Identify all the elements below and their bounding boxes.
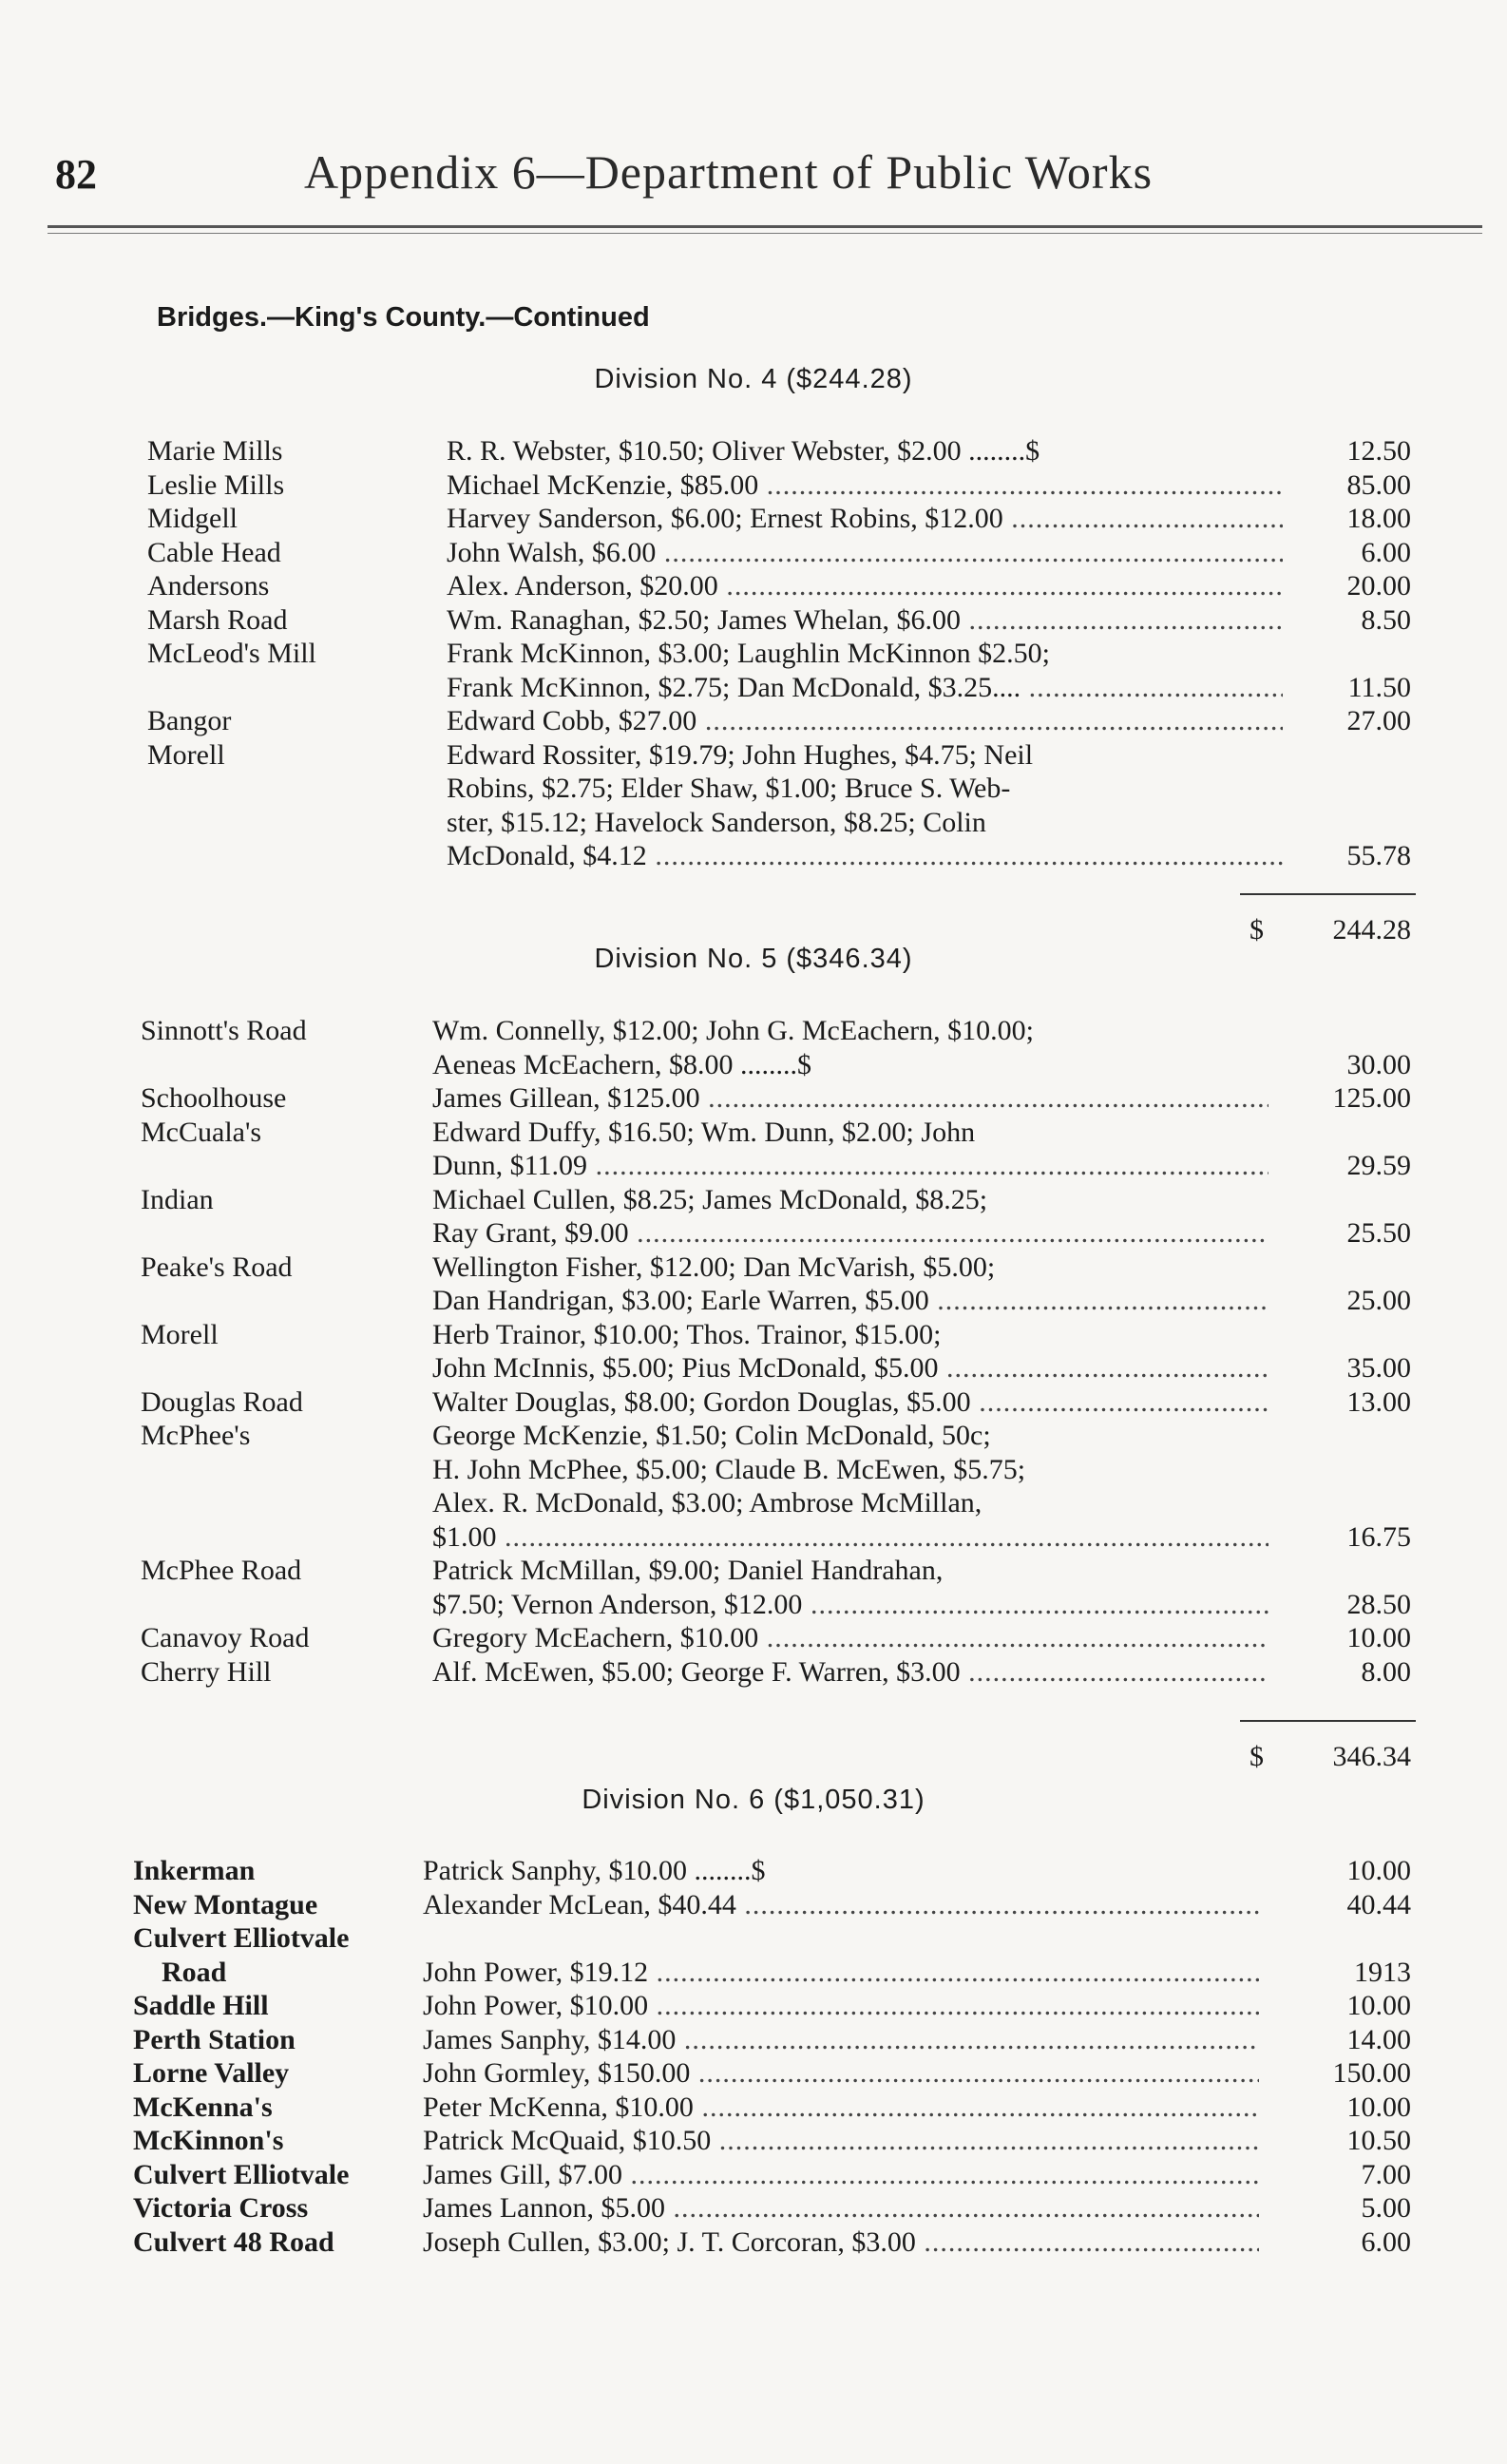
amount-value: 25.50 — [1346, 1217, 1411, 1249]
amount-value: 35.00 — [1346, 1352, 1411, 1384]
payee-line: Joseph Cullen, $3.00; J. T. Corcoran, $3.00 ..... — [423, 2226, 1259, 2259]
place-name: Indian — [141, 1183, 214, 1215]
place-name: Peake's Road — [141, 1251, 293, 1283]
amount-value: 7.00 — [1361, 2158, 1411, 2190]
amount-value: 10.00 — [1346, 1622, 1411, 1653]
amount-value: 11.50 — [1347, 671, 1411, 703]
payee-line: Patrick McMillan, $9.00; Daniel Handrahan, — [432, 1555, 944, 1586]
payee-line: Herb Trainor, $10.00; Thos. Trainor, $15.00; — [432, 1318, 942, 1350]
payee-line: James Lannon, $5.00 ..... — [423, 2192, 1259, 2225]
payee-line: James Gill, $7.00 ..... — [423, 2159, 1259, 2191]
payee-line: Patrick Sanphy, $10.00 ........$ — [423, 1855, 766, 1886]
amount-value: 10.00 — [1346, 1990, 1411, 2021]
payee-line: Edward Rossiter, $19.79; John Hughes, $4.75; Neil — [447, 738, 1034, 771]
place-name: Culvert 48 Road — [133, 2225, 334, 2258]
header-rule — [48, 225, 1482, 228]
payee-line: Alf. McEwen, $5.00; George F. Warren, $3.00 ..... — [432, 1656, 1269, 1689]
payee-line: R. R. Webster, $10.50; Oliver Webster, $2.00 ........$ — [447, 435, 1040, 467]
place-name: Marie Mills — [147, 435, 283, 467]
payee-line: Aeneas McEachern, $8.00 ........$ — [432, 1048, 812, 1080]
payee-line: James Gillean, $125.00 ..... — [432, 1082, 1269, 1115]
place-name: Lorne Valley — [133, 2057, 290, 2089]
amount-value: 30.00 — [1346, 1048, 1411, 1080]
total-dollar-sign: $ — [1249, 1741, 1264, 1772]
place-name: Cherry Hill — [141, 1655, 272, 1688]
amount-value: 29.59 — [1346, 1150, 1411, 1181]
amount-value: 40.44 — [1346, 1888, 1411, 1920]
amount-value: 10.00 — [1346, 1855, 1411, 1886]
amount-value: 8.50 — [1361, 603, 1411, 636]
payee-line: Dunn, $11.09 ..... — [432, 1150, 1269, 1182]
payee-line: $1.00 ..... — [432, 1521, 1269, 1554]
amount-value: 150.00 — [1332, 2057, 1411, 2089]
amount-value: 55.78 — [1346, 840, 1411, 871]
payee-line: Robins, $2.75; Elder Shaw, $1.00; Bruce S. Web- — [447, 773, 1011, 804]
place-name: Marsh Road — [147, 603, 288, 636]
payee-line: Wm. Connelly, $12.00; John G. McEachern, $10.00; — [432, 1015, 1034, 1046]
amount-value: 10.00 — [1346, 2091, 1411, 2123]
division-heading: Division No. 6 ($1,050.31) — [582, 1785, 925, 1815]
place-name: Canavoy Road — [141, 1622, 310, 1653]
payee-line: Patrick McQuaid, $10.50 ..... — [423, 2125, 1259, 2157]
total-amount: 346.34 — [1332, 1741, 1411, 1772]
payee-line: Alexander McLean, $40.44 ..... — [423, 1889, 1259, 1921]
place-name: McKinnon's — [133, 2125, 284, 2156]
payee-line: Harvey Sanderson, $6.00; Ernest Robins, $12.00 ..... — [447, 503, 1283, 535]
payee-line: Edward Cobb, $27.00 ..... — [447, 705, 1283, 737]
place-name: Perth Station — [133, 2023, 296, 2055]
amount-value: 28.50 — [1346, 1588, 1411, 1620]
payee-line: Peter McKenna, $10.00 ..... — [423, 2092, 1259, 2124]
amount-value: 1913 — [1354, 1956, 1411, 1988]
division-heading: Division No. 4 ($244.28) — [594, 364, 913, 394]
payee-line: George McKenzie, $1.50; Colin McDonald, 50c; — [432, 1420, 991, 1451]
place-name: Culvert Elliotvale — [133, 1922, 350, 1954]
amount-value: 10.50 — [1346, 2125, 1411, 2156]
place-name: Schoolhouse — [141, 1082, 287, 1114]
payee-line: Ray Grant, $9.00 ..... — [432, 1217, 1269, 1250]
total-rule — [1240, 1720, 1416, 1722]
payee-line: John Power, $10.00 ..... — [423, 1990, 1259, 2022]
header-rule-thin — [48, 233, 1482, 234]
page-number: 82 — [55, 151, 97, 198]
payee-line: John Gormley, $150.00 ..... — [423, 2057, 1259, 2090]
payee-line: Walter Douglas, $8.00; Gordon Douglas, $5.00 ..... — [432, 1386, 1269, 1419]
payee-line: Wellington Fisher, $12.00; Dan McVarish, $5.00; — [432, 1251, 996, 1283]
amount-value: 8.00 — [1361, 1655, 1411, 1688]
amount-value: 18.00 — [1346, 503, 1411, 534]
payee-line: Alex. R. McDonald, $3.00; Ambrose McMillan, — [432, 1487, 982, 1519]
page-header — [0, 133, 1507, 209]
place-name: Bangor — [147, 705, 232, 736]
place-name: Andersons — [147, 570, 270, 602]
payee-line: Frank McKinnon, $2.75; Dan McDonald, $3.25.... ..... — [447, 672, 1283, 704]
payee-line: James Sanphy, $14.00 ..... — [423, 2024, 1259, 2056]
place-name: New Montague — [133, 1888, 318, 1920]
place-name: Morell — [147, 738, 225, 771]
payee-line: McDonald, $4.12 ..... — [447, 840, 1283, 872]
amount-value: 25.00 — [1346, 1285, 1411, 1316]
place-name: McCuala's — [141, 1116, 262, 1148]
place-name: Saddle Hill — [133, 1990, 269, 2021]
amount-value: 12.50 — [1346, 435, 1411, 467]
amount-value: 5.00 — [1361, 2192, 1411, 2224]
payee-line: Dan Handrigan, $3.00; Earle Warren, $5.00 ..... — [432, 1285, 1269, 1317]
place-name: Cable Head — [147, 536, 281, 568]
payee-line: Edward Duffy, $16.50; Wm. Dunn, $2.00; John — [432, 1116, 976, 1148]
payee-line: John McInnis, $5.00; Pius McDonald, $5.00 ..... — [432, 1352, 1269, 1385]
amount-value: 27.00 — [1346, 705, 1411, 736]
amount-value: 16.75 — [1346, 1520, 1411, 1553]
total-dollar-sign: $ — [1249, 914, 1264, 945]
payee-line: ster, $15.12; Havelock Sanderson, $8.25; Colin — [447, 806, 986, 838]
place-name: Midgell — [147, 503, 238, 534]
place-name: Morell — [141, 1318, 219, 1350]
place-name: Culvert Elliotvale — [133, 2158, 350, 2190]
place-name: McKenna's — [133, 2091, 273, 2123]
payee-line: Wm. Ranaghan, $2.50; James Whelan, $6.00 ..... — [447, 604, 1283, 637]
place-name: Sinnott's Road — [141, 1015, 307, 1046]
payee-line: Gregory McEachern, $10.00 ..... — [432, 1622, 1269, 1654]
payee-line: John Power, $19.12 ..... — [423, 1957, 1259, 1989]
place-name: McPhee Road — [141, 1555, 302, 1586]
place-name: Douglas Road — [141, 1385, 303, 1418]
place-name: Road — [162, 1956, 227, 1988]
amount-value: 20.00 — [1346, 570, 1411, 602]
amount-value: 14.00 — [1346, 2023, 1411, 2055]
payee-line: Alex. Anderson, $20.00 ..... — [447, 570, 1283, 602]
payee-line: H. John McPhee, $5.00; Claude B. McEwen, $5.75; — [432, 1453, 1026, 1485]
total-rule — [1240, 893, 1416, 895]
amount-value: 6.00 — [1361, 2225, 1411, 2258]
place-name: Victoria Cross — [133, 2192, 309, 2224]
running-title: Appendix 6—Department of Public Works — [304, 145, 1154, 199]
place-name: Leslie Mills — [147, 468, 285, 501]
amount-value: 125.00 — [1332, 1082, 1411, 1114]
total-amount: 244.28 — [1332, 914, 1411, 945]
place-name: Inkerman — [133, 1855, 256, 1886]
amount-value: 6.00 — [1361, 536, 1411, 568]
payee-line: John Walsh, $6.00 ..... — [447, 537, 1283, 569]
amount-value: 13.00 — [1346, 1385, 1411, 1418]
place-name: McPhee's — [141, 1420, 251, 1451]
division-heading: Division No. 5 ($346.34) — [594, 944, 913, 974]
amount-value: 85.00 — [1346, 468, 1411, 501]
payee-line: Frank McKinnon, $3.00; Laughlin McKinnon $2.50; — [447, 638, 1050, 669]
payee-line: $7.50; Vernon Anderson, $12.00 ..... — [432, 1589, 1269, 1621]
payee-line: Michael Cullen, $8.25; James McDonald, $8.25; — [432, 1183, 988, 1215]
place-name: McLeod's Mill — [147, 638, 316, 669]
payee-line: Michael McKenzie, $85.00 ..... — [447, 469, 1283, 502]
section-title: Bridges.—King's County.—Continued — [157, 302, 650, 333]
